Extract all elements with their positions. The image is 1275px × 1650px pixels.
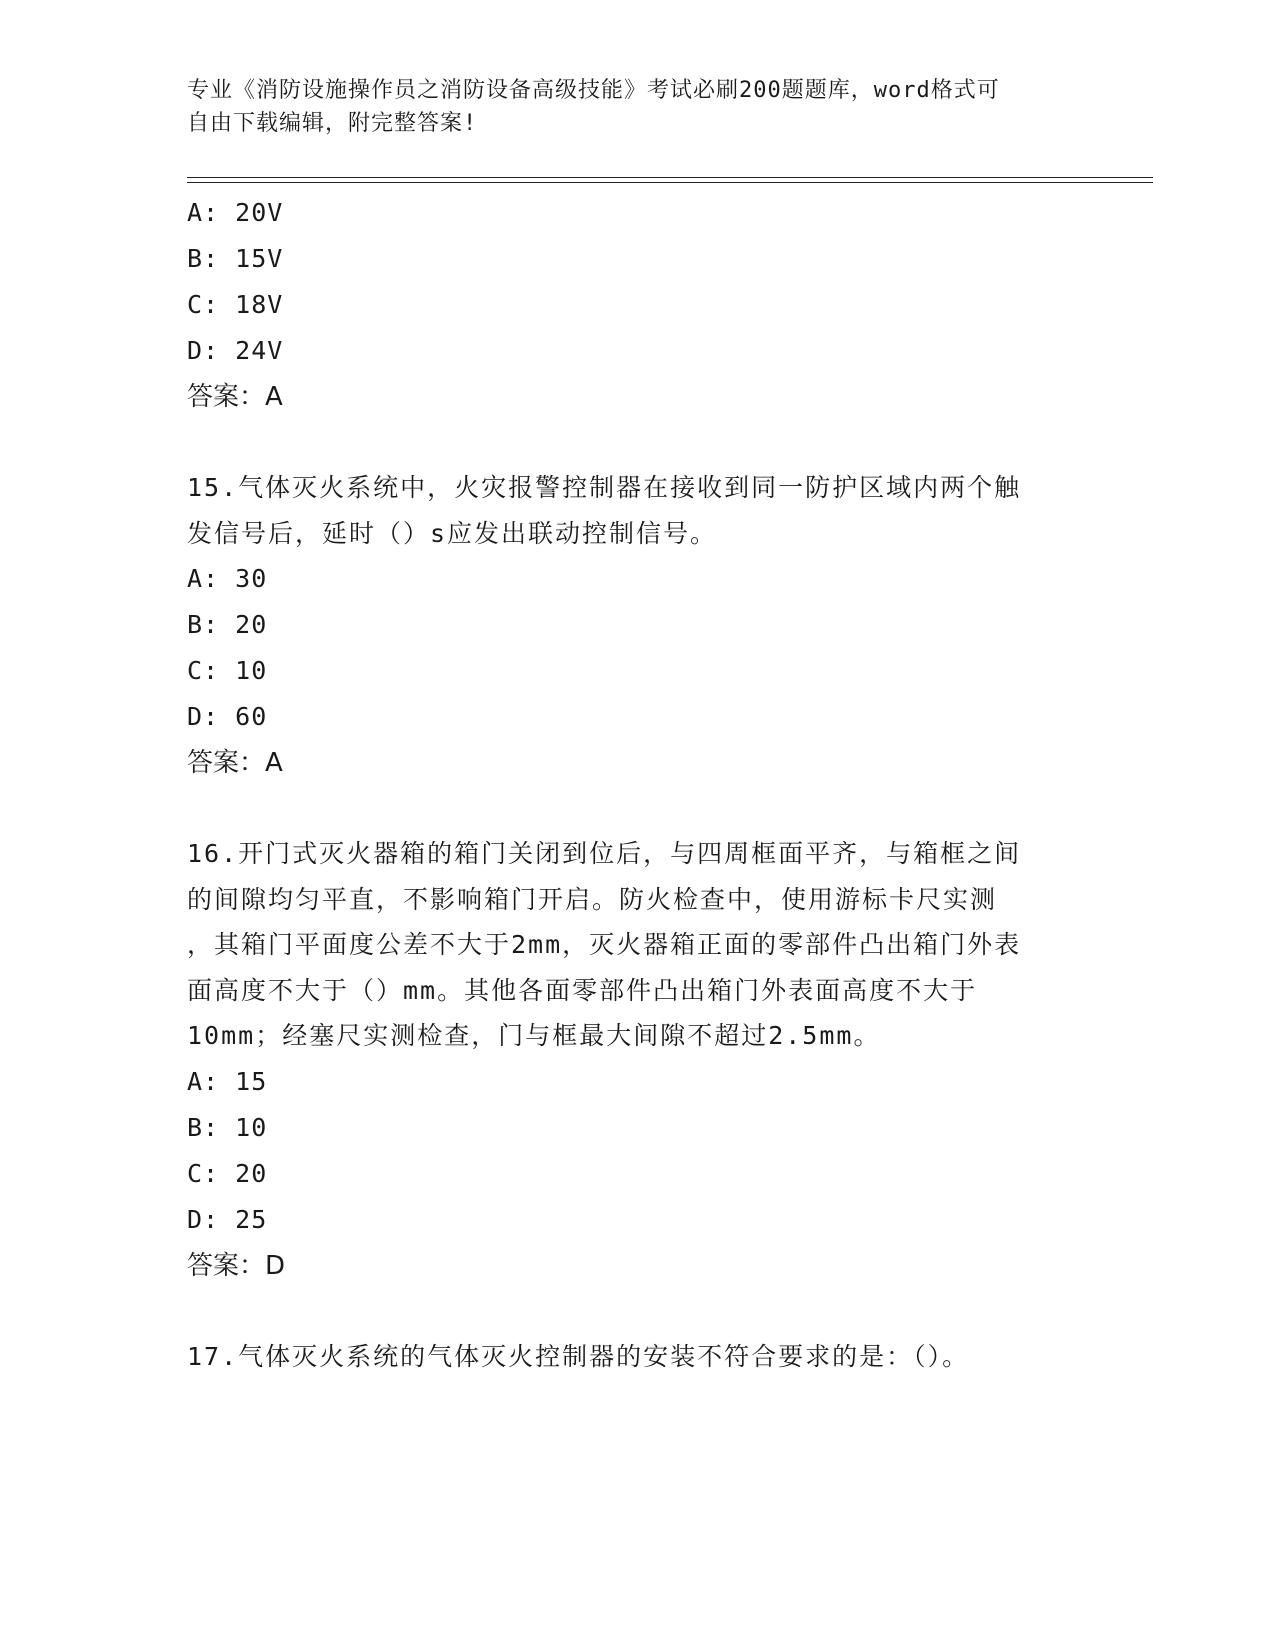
option-b: B: 10 [187, 1112, 268, 1142]
option-b: B: 15V [187, 244, 284, 273]
answer-line: 答案：A [187, 748, 283, 778]
option-c: C: 20 [187, 1158, 268, 1188]
question-line: 15.气体灭火系统中，火灾报警控制器在接收到同一防护区域内两个触 [187, 473, 1022, 502]
answer-line: 答案：A [187, 382, 283, 412]
question-16 [187, 831, 1087, 1289]
document-header [187, 74, 1067, 140]
question-line: 16.开门式灭火器箱的箱门关闭到位后，与四周框面平齐，与箱框之间 [187, 839, 1022, 868]
question-line: ，其箱门平面度公差不大于2mm，灭火器箱正面的零部件凸出箱门外表 [187, 930, 1022, 959]
question-line: 发信号后，延时（）s应发出联动控制信号。 [187, 518, 718, 548]
option-d: D: 24V [187, 336, 284, 365]
question-text [187, 465, 1077, 556]
option-b: B: 20 [187, 610, 268, 639]
option-d: D: 25 [187, 1204, 268, 1234]
question-line: 10mm；经塞尺实测检查，门与框最大间隙不超过2.5mm。 [187, 1021, 881, 1050]
option-a: A: 20V [187, 198, 284, 227]
header-line-1: 专业《消防设施操作员之消防设备高级技能》考试必刷200题题库，word格式可 [187, 78, 1000, 103]
question-15 [187, 465, 1087, 786]
question-14-continuation [187, 190, 1087, 420]
question-text [187, 831, 1077, 1059]
answer-line: 答案：D [187, 1250, 286, 1281]
option-c: C: 10 [187, 656, 268, 685]
question-line: 面高度不大于（）mm。其他各面零部件凸出箱门外表面高度不大于 [187, 975, 978, 1005]
question-line: 17.气体灭火系统的气体灭火控制器的安装不符合要求的是：（）。 [187, 1341, 970, 1371]
header-divider-bottom [187, 182, 1153, 183]
header-divider-top [187, 177, 1153, 178]
question-text [187, 1334, 1077, 1380]
header-line-2: 自由下载编辑，附完整答案! [187, 111, 478, 136]
question-17 [187, 1334, 1087, 1380]
option-d: D: 60 [187, 702, 268, 731]
option-a: A: 15 [187, 1066, 268, 1096]
question-list [187, 190, 1087, 1379]
question-line: 的间隙均匀平直，不影响箱门开启。防火检查中，使用游标卡尺实测 [187, 884, 998, 914]
option-a: A: 30 [187, 564, 268, 593]
option-c: C: 18V [187, 290, 284, 319]
